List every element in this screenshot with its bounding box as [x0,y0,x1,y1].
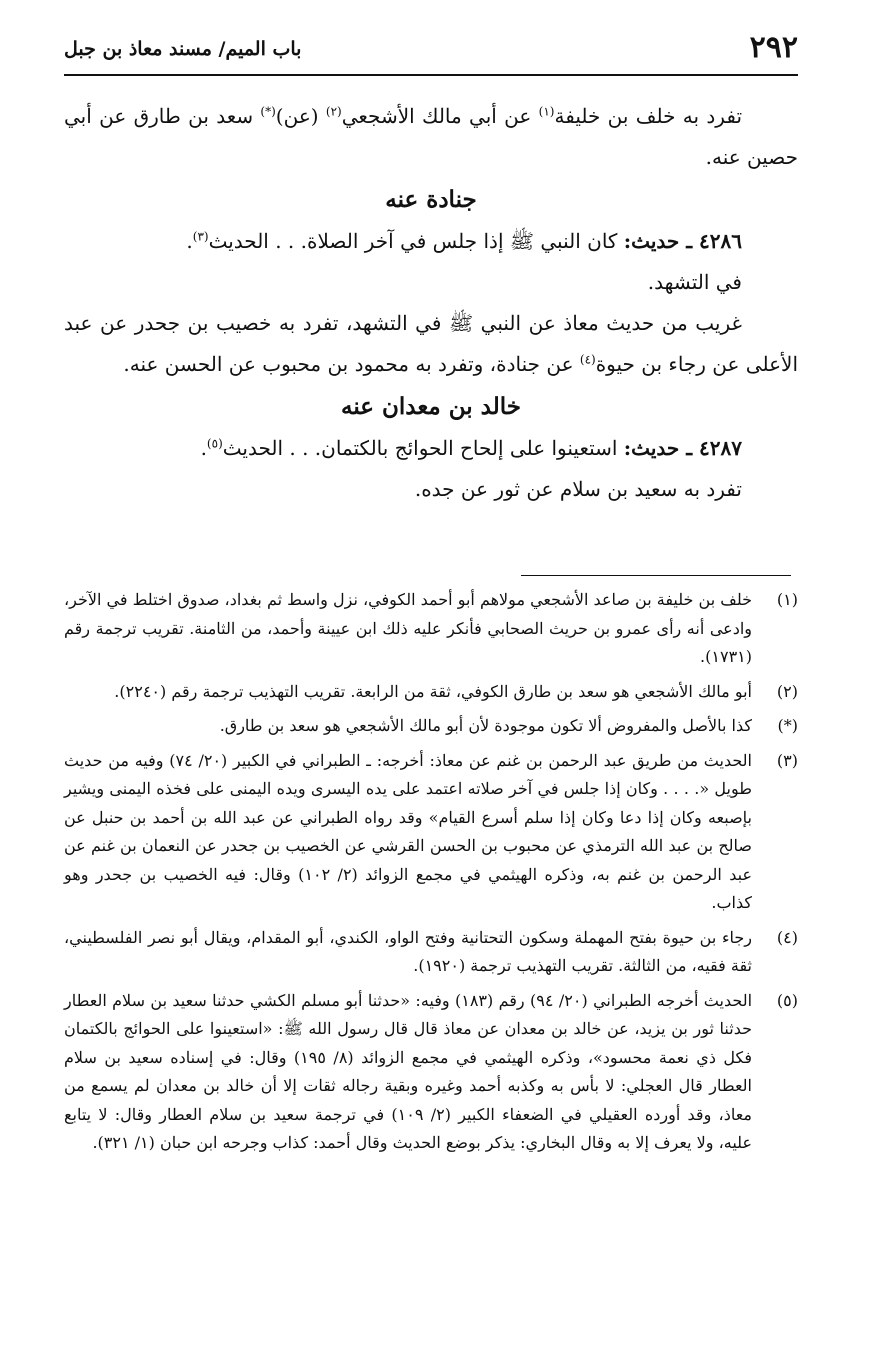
text-run: . [200,436,207,460]
text-run: . [186,229,193,253]
footnote-ref: (*) [260,104,276,119]
text-run: (عن) [275,104,326,128]
paragraph: في التشهد. [647,270,742,294]
footnote-ref: (٣) [192,229,209,244]
section-heading: جنادة عنه [385,186,477,213]
main-text [64,96,798,510]
footnote-marker: (*) [777,716,798,735]
footnote [64,586,798,672]
footnote-text: الحديث أخرجه الطبراني (٢٠/ ٩٤) رقم (١٨٣) وفيه: «حدثنا أبو مسلم الكشي حدثنا سعيد بن سلام العطار حدثنا ثور بن يزيد، عن خالد بن معدان عن معاذ قال قال رسول الله ﷺ: «استعينوا على الحوائج بالكتمان فكل ذي نعمة محسود»، وذكره الهيثمي في مجمع الزوائد (٨/ ١٩٥) وقال: في إسناده سعيد بن سلام العطار قال العجلي: لا بأس به وكذبه أحمد وغيره وبقية رجاله ثقات إلا أن خالد بن معدان لم يسمع من معاذ، وقد أورده العقيلي في الضعفاء الكبير (٢/ ١٠٩) في ترجمة سعيد بن سلام العطار وقال: لا يتابع عليه، ولا يعرف إلا به وقال البخاري: يذكر بوضع الحديث وقال أحمد: كذاب وجرحه ابن حبان (١/ ٣٢١). [64,990,753,1152]
footnote-marker: (٥) [776,990,798,1010]
text-run: عن جنادة، وتفرد به محمود بن محبوب عن الحسن عنه. [123,352,580,376]
footnote-ref: (٢) [325,104,342,119]
footnote-divider [521,575,791,576]
hadith-number: ٤٢٨٧ [699,436,742,460]
section-heading: خالد بن معدان عنه [340,393,521,420]
footnote [64,924,798,981]
footnote-text: أبو مالك الأشجعي هو سعد بن طارق الكوفي، ثقة من الرابعة. تقريب التهذيب ترجمة رقم (٢٢٤٠). [114,681,752,701]
footnote [64,987,798,1158]
text-run: غريب من حديث معاذ عن النبي ﷺ في التشهد، تفرد به خصيب بن جحدر عن عبد الأعلى عن رجاء بن حيوة [64,311,798,376]
hadith-number: ٤٢٨٦ [699,229,742,253]
paragraph: تفرد به سعيد بن سلام عن ثور عن جده. [414,477,742,501]
hadith-text: كان النبي ﷺ إذا جلس في آخر الصلاة. . . الحديث [208,229,624,253]
text-run: تفرد به خلف بن خليفة [554,104,743,128]
footnotes [64,586,798,1164]
hadith-keyword: ـ حديث: [623,436,700,460]
paragraph-narration [64,96,798,178]
hadith-entry [64,221,798,262]
footnote-text: الحديث من طريق عبد الرحمن بن غنم عن معاذ: أخرجه: ـ الطبراني في الكبير (٢٠/ ٧٤) وفيه من حديث طويل «. . . . وكان إذا جلس في آخر صلاته اعتمد على يده اليسرى ويده اليمنى على فخذه اليمنى ويشير بإصبعه وكان إذا دعا وكان إذا سلم أسرع القيام» وقد رواه الطبراني عن عبد الله بن أحمد بن حنبل عن صالح بن عبد الله الترمذي عن محبوب بن الحسن القرشي عن الخصيب بن جحدر عن النعمان بن غنم عن عبد الرحمن بن غنم به، وذكره الهيثمي في مجمع الزوائد (٢/ ١٠٢) وقال: فيه الخصيب بن جحدر وهو كذاب. [64,750,753,912]
hadith-keyword: ـ حديث: [623,229,700,253]
hadith-entry [64,428,798,469]
footnote-marker: (٤) [776,927,798,947]
footnote-ref: (٥) [206,436,223,451]
page-number: ٢٩٢ [749,30,798,65]
footnote-ref: (١) [538,104,555,119]
running-title: باب الميم/ مسند معاذ بن جبل [64,38,302,60]
page-header [64,24,798,76]
footnote [64,712,798,741]
footnote-text: خلف بن خليفة بن صاعد الأشجعي مولاهم أبو أحمد الكوفي، نزل واسط ثم بغداد، صدوق اختلط في الآخر، وادعى أنه رأى عمرو بن حريث الصحابي فأنكر عليه ذلك ابن عيينة وأحمد، من الثامنة. تقريب ترجمة رقم (١٧٣١). [64,590,752,666]
text-run: عن أبي مالك الأشجعي [341,104,539,128]
footnote-marker: (٣) [776,750,798,770]
hadith-text: استعينوا على إلحاح الحوائج بالكتمان. . . الحديث [222,436,624,460]
footnote-text: كذا بالأصل والمفروض ألا تكون موجودة لأن أبو مالك الأشجعي هو سعد بن طارق. [219,716,752,735]
paragraph-comment [64,303,798,385]
footnote [64,747,798,918]
footnote-text: رجاء بن حيوة بفتح المهملة وسكون التحتانية وفتح الواو، الكندي، أبو المقدام، ويقال أبو نصر الفلسطيني، ثقة فقيه، من الثالثة. تقريب التهذيب ترجمة (١٩٢٠). [64,927,752,975]
footnote-marker: (١) [776,590,798,609]
footnote-marker: (٢) [776,681,798,701]
footnote-ref: (٤) [579,352,596,367]
text-run: سعد بن طارق عن أبي حصين عنه. [64,104,798,169]
footnote [64,678,798,707]
